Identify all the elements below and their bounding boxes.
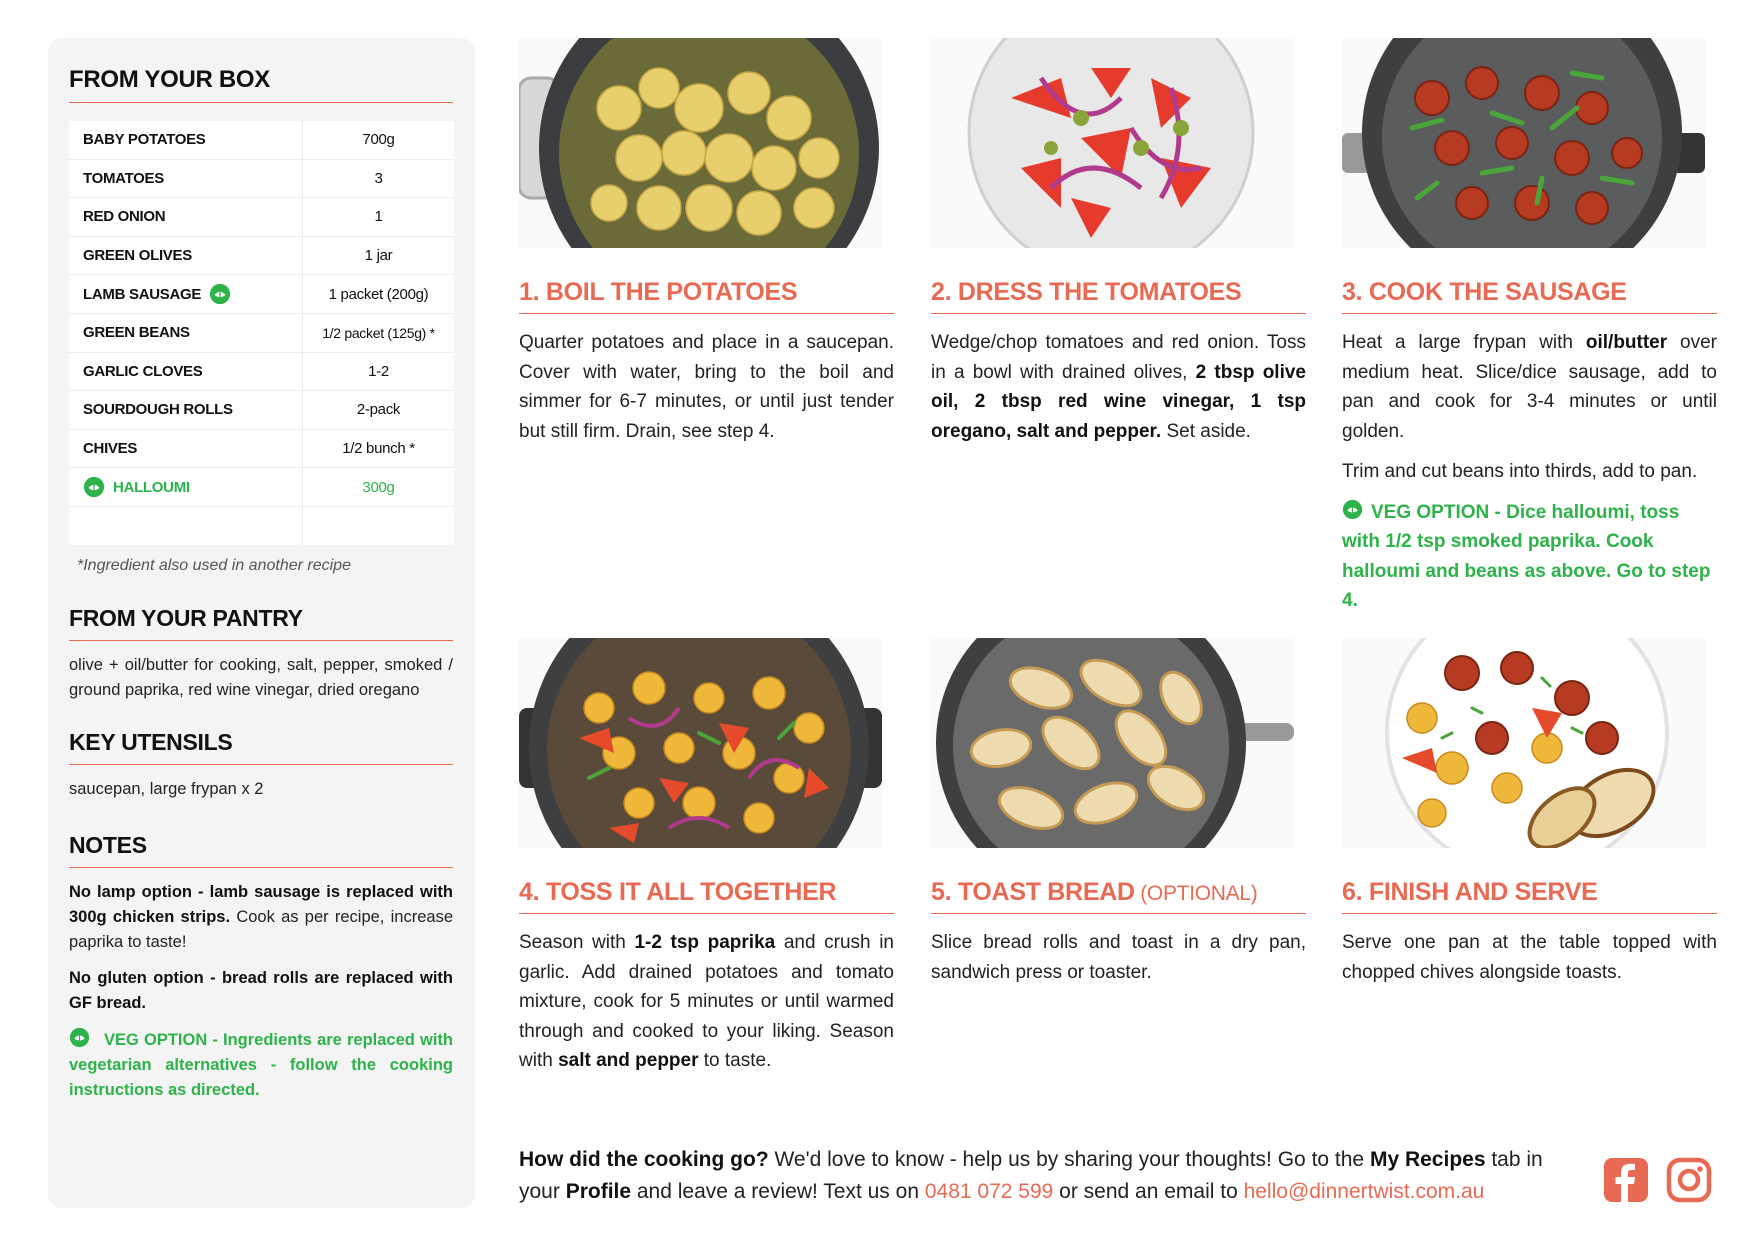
step-6-text: Serve one pan at the table topped with chopped chives alongside toasts.	[1342, 932, 1717, 983]
feedback-footer	[519, 1144, 1579, 1208]
table-row	[69, 468, 454, 507]
table-row	[69, 237, 454, 276]
step-4-photo-pan	[519, 638, 882, 848]
table-row	[69, 198, 454, 237]
ingredient-qty: 1/2 bunch *	[342, 440, 415, 458]
step-2-text-2: Set aside.	[1161, 420, 1251, 442]
step-2-text-bold: 2 tbsp olive oil, 2 tbsp red wine vinegar, 1 tsp oregano, salt and pepper.	[931, 361, 1307, 442]
step-3-text	[1342, 328, 1717, 446]
utensils-text: saucepan, large frypan x 2	[69, 779, 264, 798]
step-4-text-bold-2: salt and pepper	[558, 1050, 699, 1071]
ingredient-name: GREEN BEANS	[69, 314, 303, 352]
step-3-text-2: over medium heat. Slice/dice sausage, add to pan and cook for 3-4 minutes or until golden.	[1342, 332, 1717, 442]
veg-leaf-icon	[69, 1027, 90, 1048]
step-2-photo-tomato-salad	[931, 38, 1294, 248]
ingredient-name: SOURDOUGH ROLLS	[69, 391, 303, 429]
table-row	[69, 430, 454, 469]
step-5-body	[931, 928, 1306, 987]
step-5-text: Slice bread rolls and toast in a dry pan, sandwich press or toaster.	[931, 932, 1306, 983]
ingredient-name: LAMB SAUSAGE	[83, 285, 202, 303]
sidebar-panel	[48, 38, 475, 1208]
step-4-text	[519, 928, 894, 1076]
step-3-text-1: Heat a large frypan with	[1342, 332, 1586, 353]
phone-link[interactable]: 0481 072 599	[924, 1180, 1054, 1203]
utensils-heading: KEY UTENSILS	[69, 729, 453, 765]
veg-leaf-icon	[83, 476, 105, 498]
step-4-text-2: and crush in garlic. Add drained potatoes and tomato mixture, cook for 5 minutes or until warmed through and cooked to your liking. Season with	[519, 932, 894, 1071]
note-lamb-rest: Cook as per recipe, increase paprika to taste!	[69, 907, 453, 951]
ingredient-name: HALLOUMI	[113, 478, 190, 496]
step-4-text-1: Season with	[519, 932, 635, 953]
box-heading: FROM YOUR BOX	[69, 66, 453, 103]
step-4-title: 4. TOSS IT ALL TOGETHER	[519, 878, 894, 914]
step-1	[519, 38, 894, 457]
table-row	[69, 314, 454, 353]
step-4-text-bold-1: 1-2 tsp paprika	[634, 932, 776, 953]
pantry-text: olive + oil/butter for cooking, salt, pepper, smoked / ground paprika, red wine vinegar, dried oregano	[69, 655, 453, 699]
facebook-icon[interactable]	[1603, 1157, 1649, 1203]
ingredient-qty: 1-2	[368, 362, 389, 380]
step-1-body	[519, 328, 894, 446]
ingredient-footnote: *Ingredient also used in another recipe	[77, 556, 351, 574]
footer-text-4: or send an email to	[1053, 1180, 1244, 1203]
table-row	[69, 121, 454, 160]
step-5-title-main: 5. TOAST BREAD	[931, 878, 1135, 906]
step-3-photo-sausage	[1342, 38, 1705, 248]
note-gluten	[69, 966, 453, 1016]
notes-section	[69, 832, 453, 1103]
step-3-veg-option	[1342, 498, 1717, 616]
step-6-body	[1342, 928, 1717, 987]
step-5-title	[931, 878, 1306, 914]
ingredient-name: RED ONION	[69, 198, 303, 236]
ingredient-name-cell	[69, 275, 303, 313]
email-link[interactable]: hello@dinnertwist.com.au	[1243, 1180, 1485, 1203]
ingredient-name: CHIVES	[69, 430, 303, 468]
ingredient-name: GREEN OLIVES	[69, 237, 303, 275]
footer-text-3: and leave a review! Text us on	[631, 1180, 925, 1203]
step-3-veg-text: VEG OPTION - Dice halloumi, toss with 1/2 tsp smoked paprika. Cook halloumi and beans as above. Go to step 4.	[1342, 501, 1711, 611]
footer-bold-1: How did the cooking go?	[519, 1148, 769, 1171]
ingredient-qty: 1	[374, 208, 383, 226]
ingredient-qty: 1/2 packet (125g) *	[322, 324, 435, 341]
step-5	[931, 638, 1306, 998]
instagram-icon[interactable]	[1666, 1157, 1712, 1203]
step-1-title: 1. BOIL THE POTATOES	[519, 278, 894, 314]
table-row	[69, 275, 454, 314]
empty-cell	[69, 507, 303, 545]
note-lamb	[69, 880, 453, 955]
ingredient-qty: 1 packet (200g)	[328, 285, 429, 303]
ingredient-qty: 1 jar	[364, 247, 393, 265]
ingredient-qty: 2-pack	[356, 401, 401, 419]
ingredient-qty: 3	[374, 169, 383, 187]
ingredient-name-cell	[69, 468, 303, 506]
step-2-title: 2. DRESS THE TOMATOES	[931, 278, 1306, 314]
step-3	[1342, 38, 1717, 627]
footer-profile: Profile	[565, 1180, 632, 1203]
pantry-heading: FROM YOUR PANTRY	[69, 605, 453, 641]
step-6	[1342, 638, 1717, 998]
note-veg	[69, 1027, 453, 1103]
step-5-photo-toast	[931, 638, 1294, 848]
table-row-empty	[69, 507, 454, 545]
swap-leaf-icon	[209, 283, 231, 305]
ingredient-name: TOMATOES	[69, 160, 303, 198]
ingredient-qty: 300g	[362, 478, 395, 496]
step-4	[519, 638, 894, 1087]
step-6-title: 6. FINISH AND SERVE	[1342, 878, 1717, 914]
step-6-photo-plated	[1342, 638, 1705, 848]
step-2-body	[931, 328, 1306, 446]
step-2	[931, 38, 1306, 457]
footer-text-2: tab in your	[519, 1148, 1543, 1203]
table-row	[69, 160, 454, 199]
step-3-title: 3. COOK THE SAUSAGE	[1342, 278, 1717, 314]
footer-text-1: We'd love to know - help us by sharing your thoughts! Go to the	[768, 1148, 1370, 1171]
ingredient-name: GARLIC CLOVES	[69, 353, 303, 391]
footer-my-recipes: My Recipes	[1369, 1148, 1486, 1171]
note-lamb-bold: No lamp option - lamb sausage is replaced with 300g chicken strips.	[69, 882, 453, 926]
ingredients-table	[69, 121, 454, 545]
notes-heading: NOTES	[69, 832, 453, 868]
note-veg-text: VEG OPTION - Ingredients are replaced with vegetarian alternatives - follow the cooking instructions as directed.	[69, 1030, 453, 1099]
step-4-body	[519, 928, 894, 1076]
step-1-text: Quarter potatoes and place in a saucepan. Cover with water, bring to the boil and simmer for 6-7 minutes, or until just tender but still firm. Drain, see step 4.	[519, 332, 894, 442]
pantry-section	[69, 605, 453, 703]
step-1-photo-potatoes	[519, 38, 882, 248]
step-3-text-bold: oil/butter	[1585, 332, 1668, 353]
veg-leaf-icon	[1342, 499, 1363, 520]
step-3-text-beans: Trim and cut beans into thirds, add to pan.	[1342, 461, 1698, 482]
step-5-title-optional: (OPTIONAL)	[1134, 882, 1258, 905]
step-3-body	[1342, 328, 1717, 616]
ingredient-name: BABY POTATOES	[69, 121, 303, 159]
ingredient-qty: 700g	[362, 131, 395, 149]
step-2-text-1: Wedge/chop tomatoes and red onion. Toss in a bowl with drained olives,	[931, 332, 1306, 383]
utensils-section	[69, 729, 453, 802]
step-4-text-3: to taste.	[698, 1050, 772, 1071]
step-2-text	[931, 328, 1306, 446]
table-row	[69, 391, 454, 430]
note-gluten-bold: No gluten option - bread rolls are replaced with GF bread.	[69, 968, 453, 1012]
table-row	[69, 353, 454, 392]
